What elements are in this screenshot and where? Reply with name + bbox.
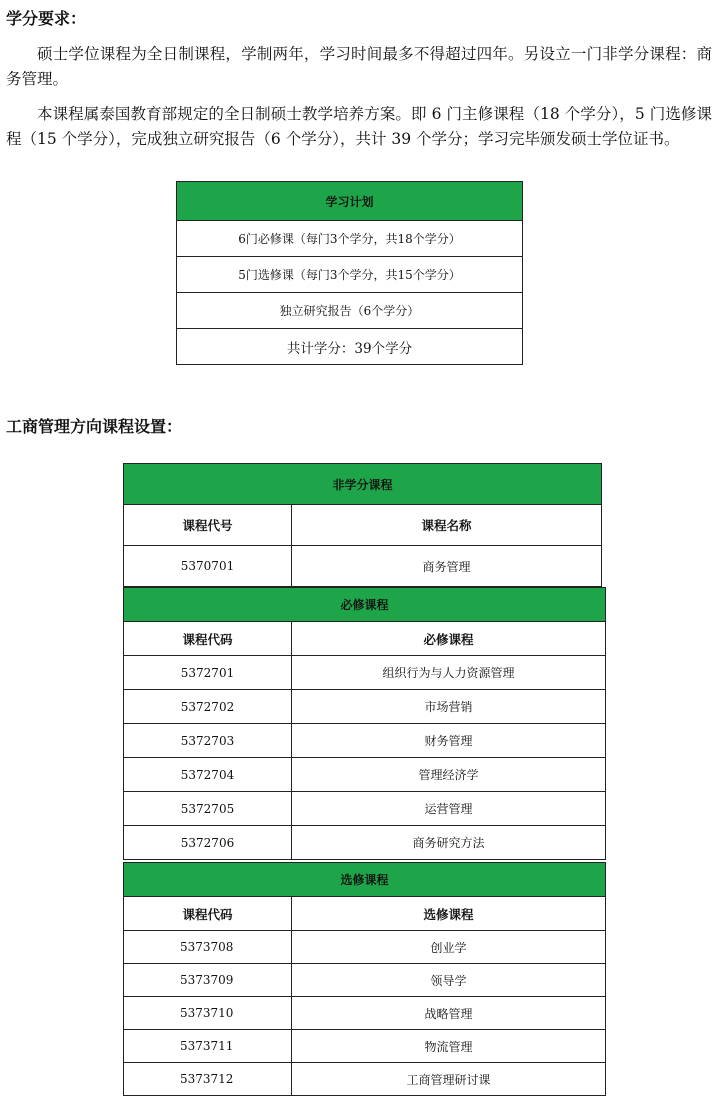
required-name-header: 必修课程 [292,622,606,656]
course-code: 5372703 [124,724,292,758]
course-code: 5373708 [124,931,292,964]
study-plan-title: 学习计划 [177,182,523,221]
course-name: 运营管理 [292,792,606,826]
elective-code-header: 课程代码 [124,897,292,931]
course-name: 工商管理研讨课 [292,1063,606,1096]
course-name: 管理经济学 [292,758,606,792]
course-name: 战略管理 [292,997,606,1030]
course-code: 5370701 [124,546,292,587]
table-row [124,997,606,1030]
table-row [124,792,606,826]
table-row [124,826,606,860]
table-row [124,1063,606,1096]
non-credit-code-header: 课程代号 [124,505,292,546]
course-name: 商务管理 [292,546,602,587]
course-name: 物流管理 [292,1030,606,1063]
required-code-header: 课程代码 [124,622,292,656]
study-plan-row-total: 共计学分：39个学分 [177,329,523,365]
table-row [124,656,606,690]
non-credit-title: 非学分课程 [124,464,602,505]
elective-name-header: 选修课程 [292,897,606,931]
course-code: 5372706 [124,826,292,860]
table-row [124,931,606,964]
study-plan-table [176,181,523,365]
study-plan-row-required: 6门必修课（每门3个学分，共18个学分） [177,221,523,257]
non-credit-table [123,463,602,587]
required-title: 必修课程 [124,588,606,622]
table-row [124,690,606,724]
table-row [124,758,606,792]
course-code: 5373711 [124,1030,292,1063]
non-credit-name-header: 课程名称 [292,505,602,546]
study-plan-row-research: 独立研究报告（6个学分） [177,293,523,329]
study-plan-row-elective: 5门选修课（每门3个学分，共15个学分） [177,257,523,293]
table-row [124,724,606,758]
table-row [124,964,606,997]
course-code: 5372701 [124,656,292,690]
elective-title: 选修课程 [124,863,606,897]
program-paragraph: 本课程属泰国教育部规定的全日制硕士教学培养方案。即 6 门主修课程（18 个学分），5 门选修课程（15 个学分），完成独立研究报告（6 个学分），共计 39 个学分；学习完毕颁发硕士学位证书。 [6,105,712,148]
course-code: 5373709 [124,964,292,997]
course-name: 财务管理 [292,724,606,758]
course-code: 5373710 [124,997,292,1030]
course-code: 5373712 [124,1063,292,1096]
required-courses-table [123,587,606,860]
table-row [124,1030,606,1063]
course-name: 商务研究方法 [292,826,606,860]
credit-requirements-heading: 学分要求： [6,9,87,28]
course-code: 5372705 [124,792,292,826]
intro-paragraph: 硕士学位课程为全日制课程，学制两年，学习时间最多不得超过四年。另设立一门非学分课程：商务管理。 [6,45,712,88]
elective-courses-table [123,862,606,1096]
course-setup-heading: 工商管理方向课程设置： [6,417,183,436]
course-name: 组织行为与人力资源管理 [292,656,606,690]
table-row [124,546,602,587]
course-code: 5372702 [124,690,292,724]
course-code: 5372704 [124,758,292,792]
course-name: 创业学 [292,931,606,964]
course-name: 领导学 [292,964,606,997]
course-name: 市场营销 [292,690,606,724]
